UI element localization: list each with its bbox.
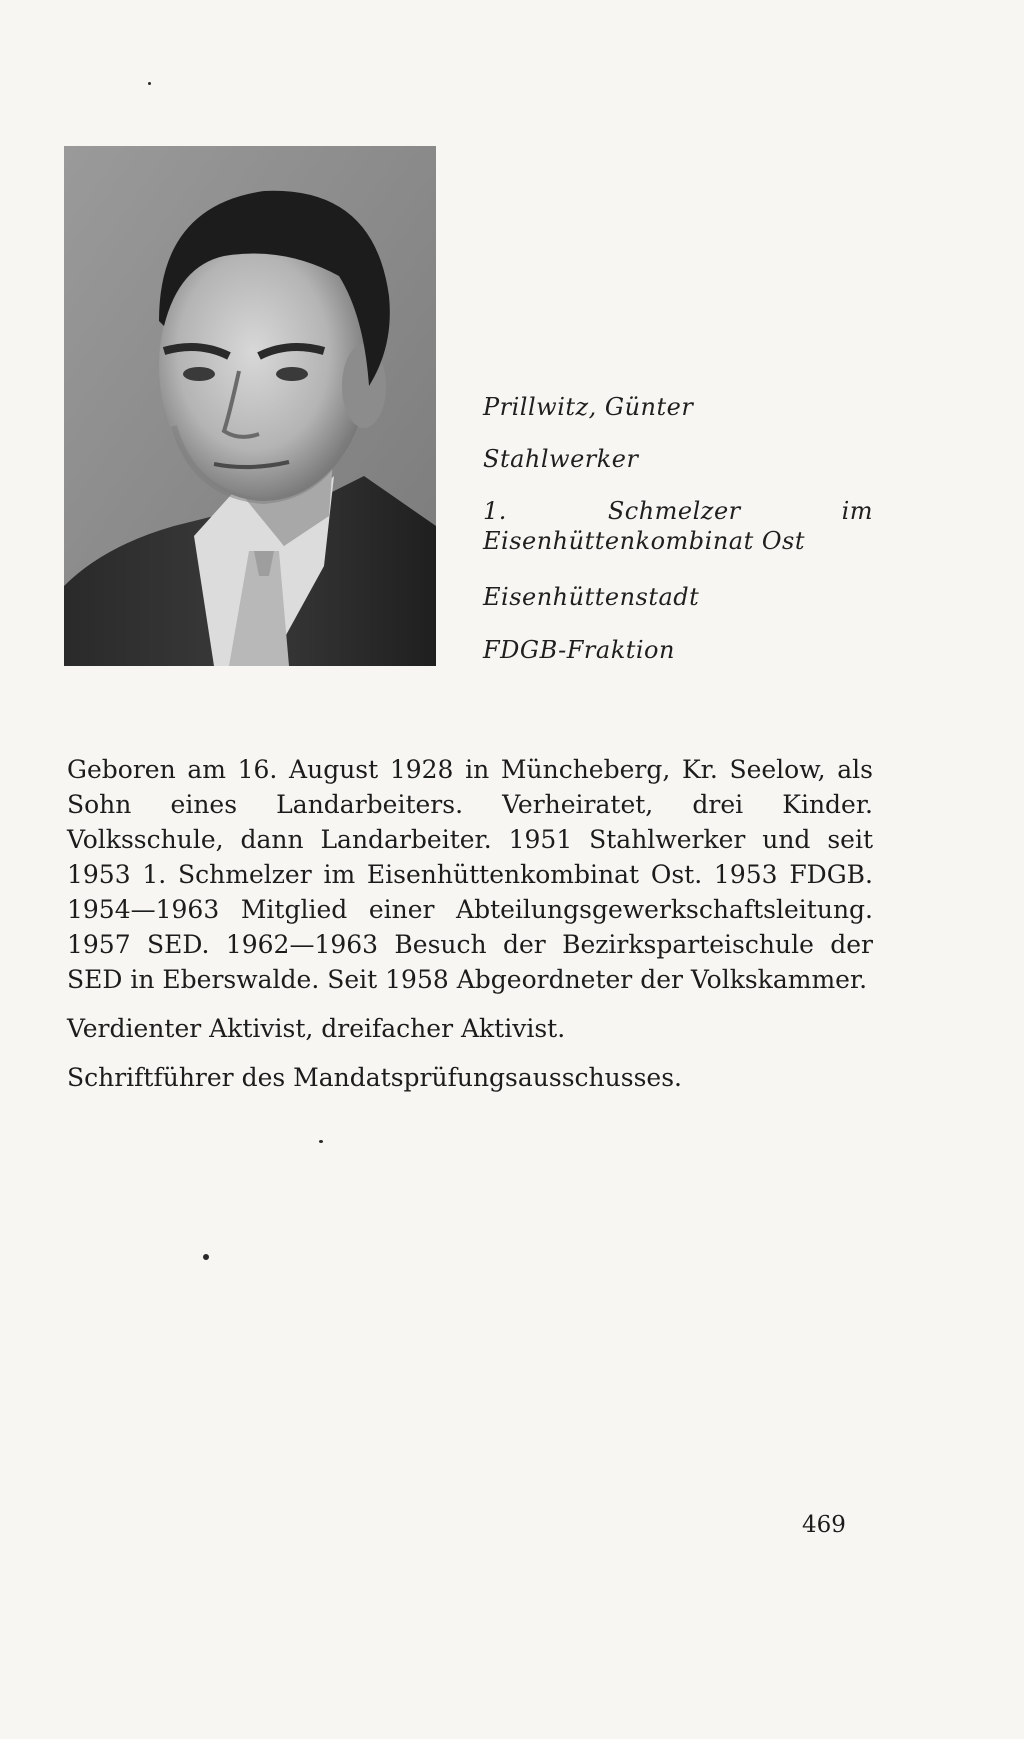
scan-speck — [203, 1254, 209, 1260]
biography-awards: Verdienter Aktivist, dreifacher Aktivist. — [67, 1014, 566, 1043]
biography-role: Schriftführer des Mandatsprüfungsausschusses. — [67, 1063, 682, 1092]
member-position: 1. Schmelzer im Eisenhüttenkombinat Ost — [483, 497, 873, 555]
biography-main: Geboren am 16. August 1928 in Müncheberg, Kr. Seelow, als Sohn eines Landarbeiters. Verheiratet, drei Kinder. Volksschule, dann Landarbeiter. 1951 Stahlwerker und seit 1953 1. Schmelzer im Eisenhüttenkombinat Ost. 1953 FDGB. 1954—1963 Mitglied einer Abteilungsgewerkschaftsleitung. 1957 SED. 1962—1963 Besuch der Bezirksparteischule der SED in Eberswalde. Seit 1958 Abgeordneter der Volkskammer. — [67, 755, 873, 994]
member-name: Prillwitz, Günter — [483, 393, 694, 421]
scan-speck — [148, 82, 151, 85]
portrait-photo-icon — [64, 146, 436, 666]
member-occupation: Stahlwerker — [483, 445, 639, 473]
member-location: Eisenhüttenstadt — [483, 583, 700, 611]
biography — [67, 752, 873, 1095]
portrait-photo — [64, 146, 436, 666]
member-faction: FDGB-Fraktion — [483, 636, 675, 664]
scan-speck — [319, 1140, 323, 1143]
page-number: 469 — [802, 1512, 846, 1538]
